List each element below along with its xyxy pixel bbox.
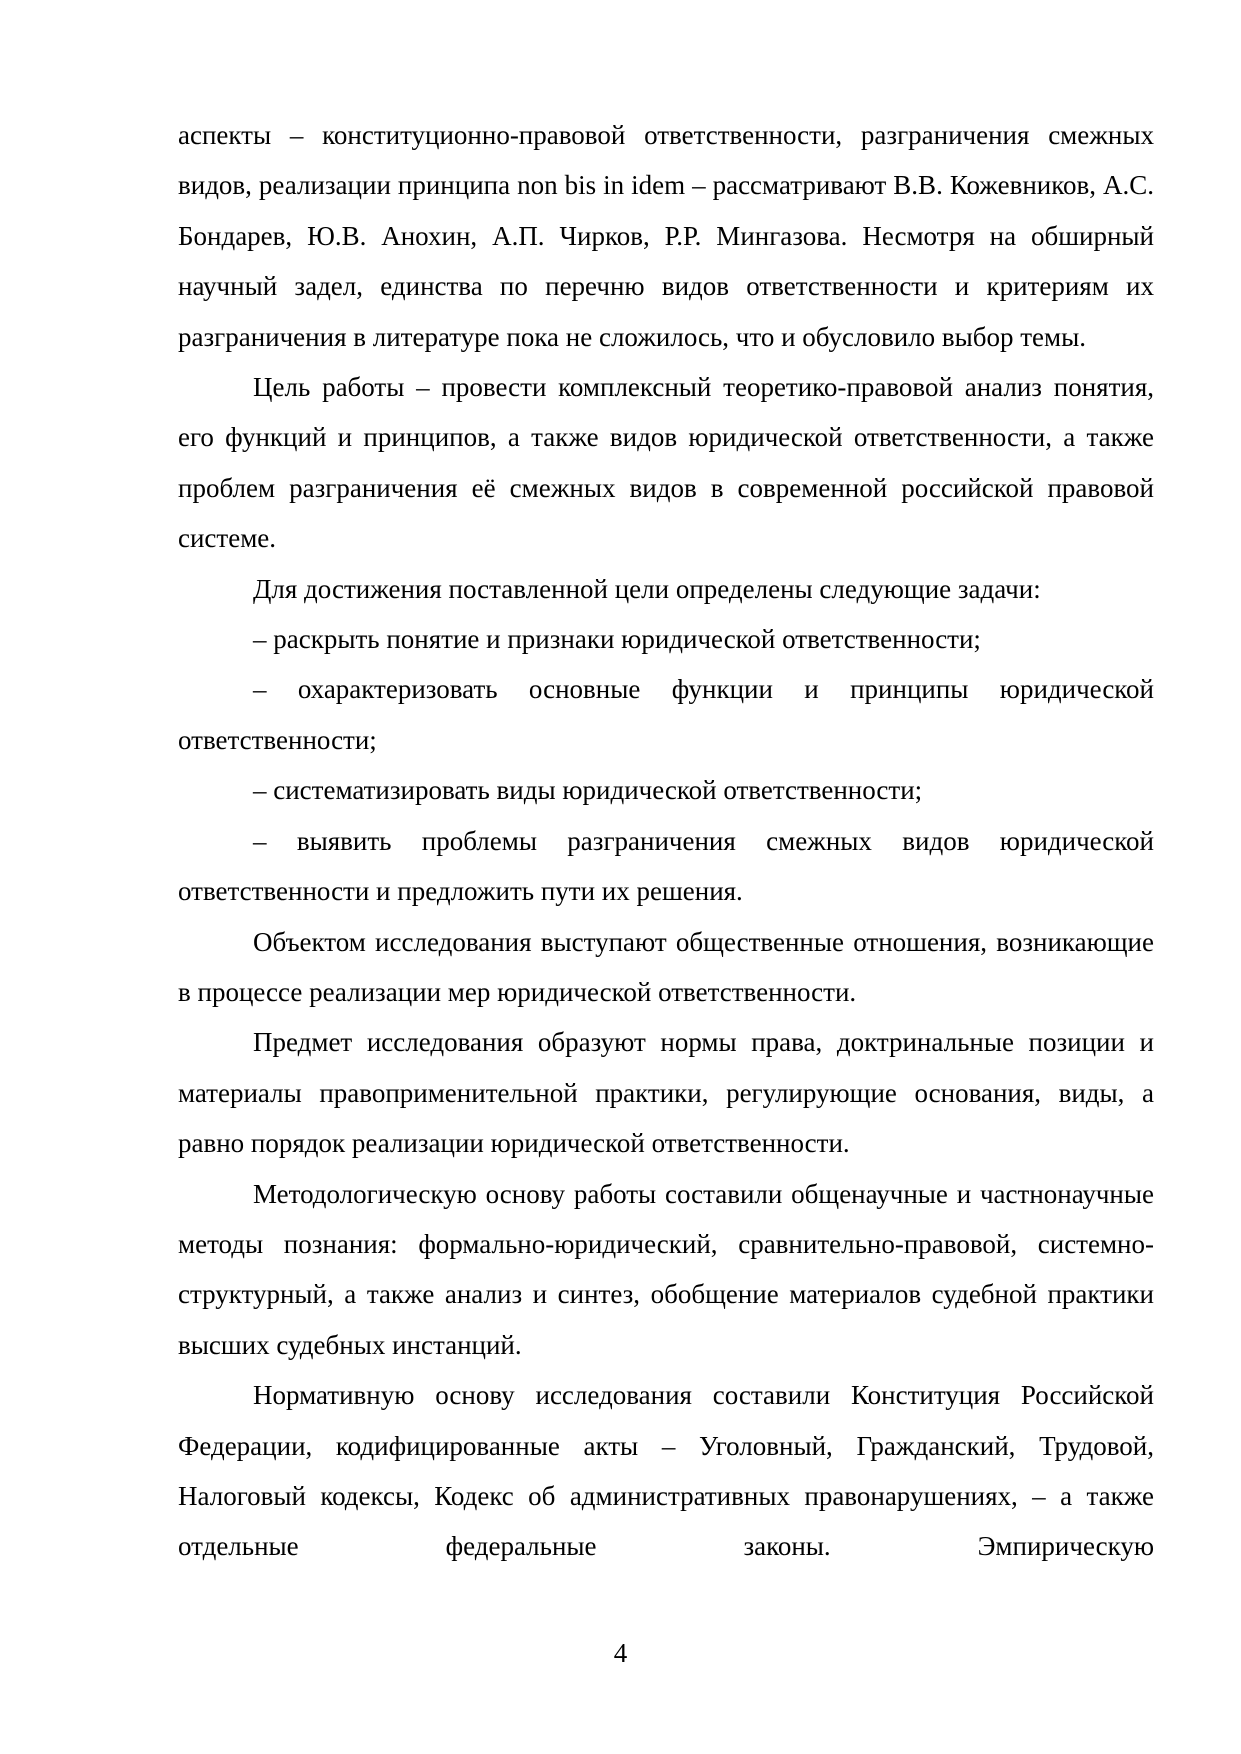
paragraph-normative-basis: Нормативную основу исследования составили Конституция Российской Федерации, кодифицированные акты – Уголовный, Гражданский, Трудовой, Налоговый кодексы, Кодекс об административных правонарушениях, – а также отдельные федеральные законы. Эмпирическую (178, 1380, 1154, 1562)
page-number: 4 (613, 1638, 628, 1668)
paragraph-object: Объектом исследования выступают общественные отношения, возникающие в процессе реализации мер юридической ответственности. (178, 926, 1154, 1007)
task-item-3: – систематизировать виды юридической ответственности; (253, 775, 923, 806)
task-item-1: – раскрыть понятие и признаки юридической ответственности; (253, 624, 981, 655)
paragraph-goal: Цель работы – провести комплексный теоретико-правовой анализ понятия, его функций и принципов, а также видов юридической ответственности, а также проблем разграничения её смежных видов в современной российской правовой системе. (178, 372, 1154, 554)
paragraph-tasks-intro: Для достижения поставленной цели определены следующие задачи: (253, 573, 1041, 604)
paragraph-methodology: Методологическую основу работы составили общенаучные и частнонаучные методы познания: формально-юридический, сравнительно-правовой, системно-структурный, а также анализ и синтез, обобщение материалов судебной практики высших судебных инстанций. (178, 1178, 1154, 1360)
paragraph-subject: Предмет исследования образуют нормы права, доктринальные позиции и материалы правоприменительной практики, регулирующие основания, виды, а равно порядок реализации юридической ответственности. (178, 1027, 1154, 1159)
task-item-2: – охарактеризовать основные функции и принципы юридической ответственности; (178, 674, 1154, 755)
paragraph-intro-continuation: аспекты – конституционно-правовой ответственности, разграничения смежных видов, реализации принципа non bis in idem – рассматривают В.В. Кожевников, А.С. Бондарев, Ю.В. Анохин, А.П. Чирков, Р.Р. Мингазова. Несмотря на обширный научный задел, единства по перечню видов ответственности и критериям их разграничения в литературе пока не сложилось, что и обусловило выбор темы. (178, 120, 1154, 352)
page-body (178, 110, 1154, 1572)
task-item-4: – выявить проблемы разграничения смежных видов юридической ответственности и предложить пути их решения. (178, 825, 1154, 907)
